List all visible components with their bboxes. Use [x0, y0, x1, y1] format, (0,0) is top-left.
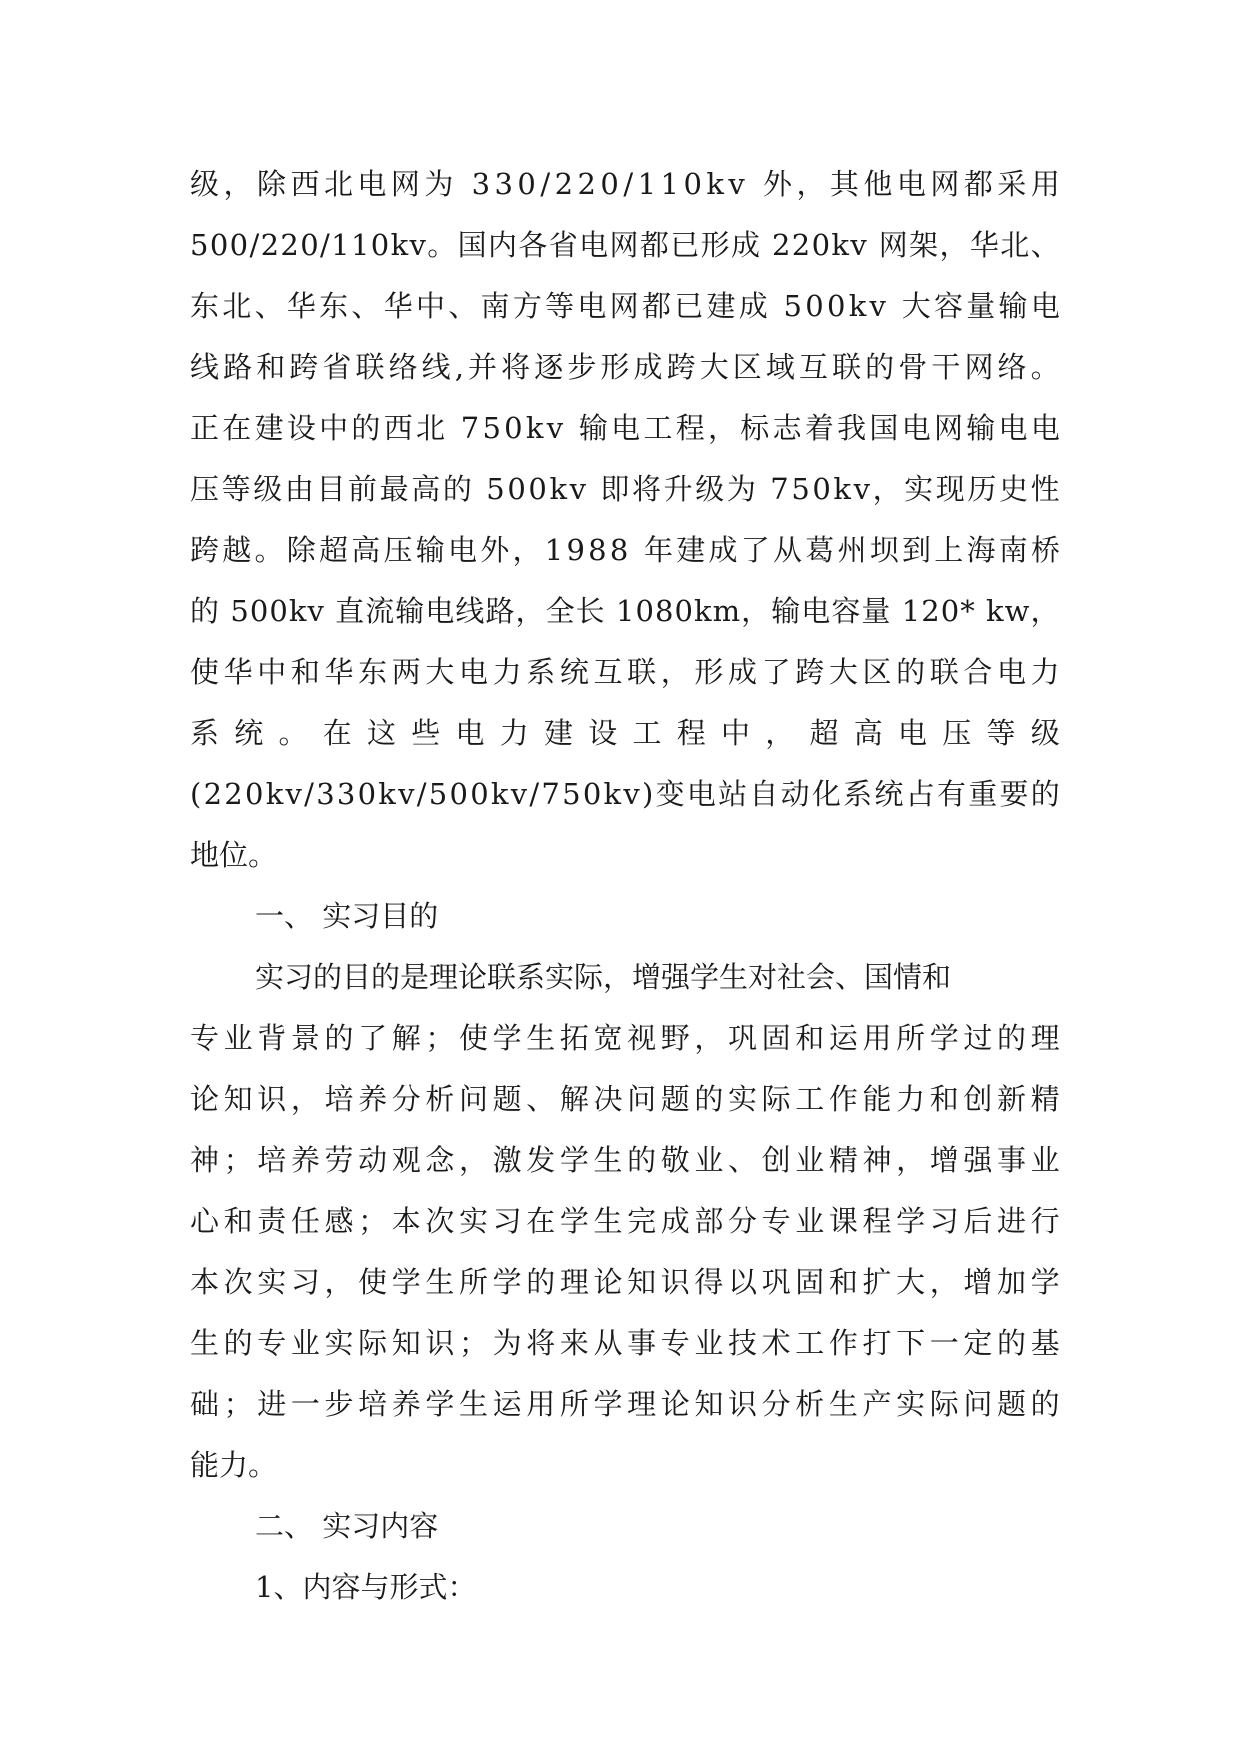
paragraph-line: 专 业 背 景 的 了 解 ； 使 学 生 拓 宽 视 野 ， 巩 固 和 运 用 所 学 过 的 理 — [190, 1021, 1060, 1055]
paragraph-line: 压 等 级 由 目 前 最 高 的 5 0 0 k v 即 将 升 级 为 7 5 0 k v ， 实 现 历 史 性 — [190, 472, 1060, 506]
subsection-heading: 1、内容与形式： — [255, 1570, 477, 1604]
paragraph-line: 5 0 0 / 2 2 0 / 1 1 0 k v 。 国 内 各 省 电 网 都 已 形 成 2 2 0 k v 网 架 ， 华 北 、 — [190, 228, 1060, 262]
paragraph-line: ( 2 2 0 k v / 3 3 0 k v / 5 0 0 k v / 7 5 0 k v ) 变 电 站 自 动 化 系 统 占 有 重 要 的 — [190, 777, 1060, 811]
paragraph-line: 生 的 专 业 实 际 知 识 ； 为 将 来 从 事 专 业 技 术 工 作 打 下 一 定 的 基 — [190, 1326, 1060, 1360]
paragraph-line: 论 知 识 ， 培 养 分 析 问 题 、 解 决 问 题 的 实 际 工 作 能 力 和 创 新 精 — [190, 1082, 1060, 1116]
paragraph-line: 正 在 建 设 中 的 西 北 7 5 0 k v 输 电 工 程 ， 标 志 着 我 国 电 网 输 电 电 — [190, 411, 1060, 445]
paragraph-line: 本 次 实 习 ， 使 学 生 所 学 的 理 论 知 识 得 以 巩 固 和 扩 大 ， 增 加 学 — [190, 1265, 1060, 1299]
paragraph-line: 使 华 中 和 华 东 两 大 电 力 系 统 互 联 ， 形 成 了 跨 大 区 的 联 合 电 力 — [190, 655, 1060, 689]
paragraph-line: 础 ； 进 一 步 培 养 学 生 运 用 所 学 理 论 知 识 分 析 生 产 实 际 问 题 的 — [190, 1387, 1060, 1421]
paragraph-line: 级 ， 除 西 北 电 网 为 3 3 0 / 2 2 0 / 1 1 0 k v 外 ， 其 他 电 网 都 采 用 — [190, 167, 1060, 201]
paragraph-line: 东 北 、 华 东 、 华 中 、 南 方 等 电 网 都 已 建 成 5 0 0 k v 大 容 量 输 电 — [190, 289, 1060, 323]
paragraph-line: 的 5 0 0 k v 直 流 输 电 线 路 ， 全 长 1 0 8 0 k m ， 输 电 容 量 1 2 0 * k w ， — [190, 594, 1060, 628]
paragraph-line: 能力。 — [190, 1448, 278, 1482]
paragraph-line: 跨 越 。 除 超 高 压 输 电 外 ， 1 9 8 8 年 建 成 了 从 葛 州 坝 到 上 海 南 桥 — [190, 533, 1060, 567]
paragraph-line: 地位。 — [190, 838, 278, 872]
section-heading: 一、 实习目的 — [255, 899, 439, 933]
document-body — [190, 154, 1060, 1618]
section-heading: 二、 实习内容 — [255, 1509, 439, 1543]
paragraph-line: 线 路 和 跨 省 联 络 线 , 并 将 逐 步 形 成 跨 大 区 域 互 联 的 骨 干 网 络 。 — [190, 350, 1060, 384]
paragraph-line: 心 和 责 任 感 ； 本 次 实 习 在 学 生 完 成 部 分 专 业 课 程 学 习 后 进 行 — [190, 1204, 1060, 1238]
paragraph-line: 系 统 。 在 这 些 电 力 建 设 工 程 中 ， 超 高 电 压 等 级 — [190, 716, 1060, 750]
paragraph-line: 神 ； 培 养 劳 动 观 念 ， 激 发 学 生 的 敬 业 、 创 业 精 神 ， 增 强 事 业 — [190, 1143, 1060, 1177]
paragraph-line: 实习的目的是理论联系实际，增强学生对社会、国情和 — [255, 960, 952, 994]
